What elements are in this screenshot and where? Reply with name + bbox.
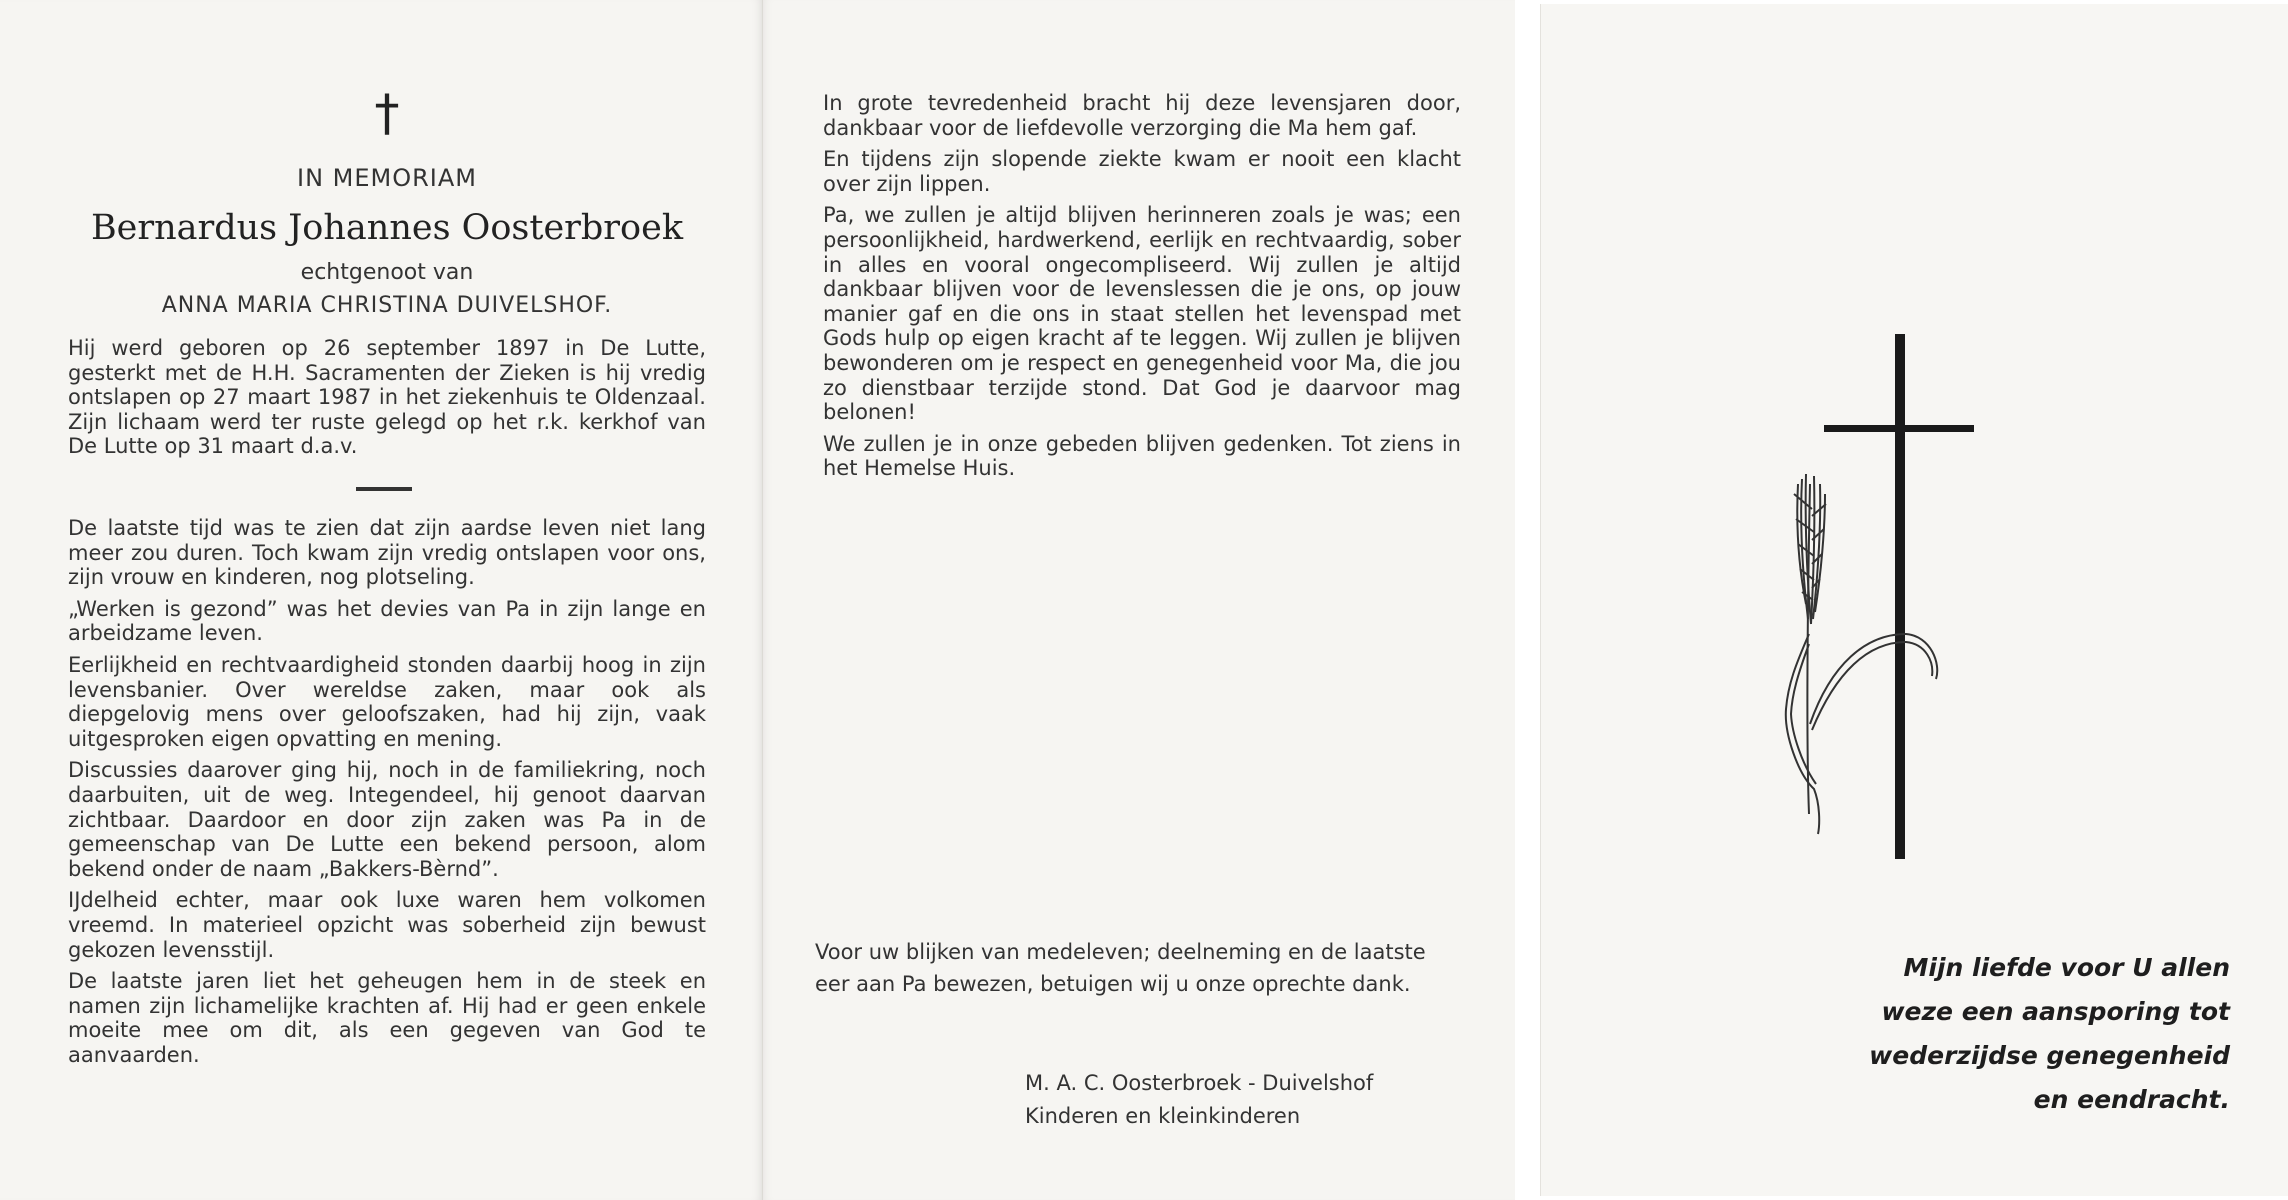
body-paragraph: „Werken is gezond” was het devies van Pa in zijn lange en arbeidzame leven.	[68, 596, 706, 646]
body-paragraph: De laatste jaren liet het geheugen hem in de steek en namen zijn lichamelijke krachten af. Hij had er geen enkele moeite mee om dit, als een gegeven van God te aanvaarden.	[68, 969, 706, 1067]
cross-wheat-illustration	[1736, 334, 1976, 864]
body-paragraph: Discussies daarover ging hij, noch in de familiekring, noch daarbuiten, uit de weg. Integendeel, hij genoot daarvan zichtbaar. Daardoor en door zijn zaken was Pa in de gemeenschap van De Lutte een bekend persoon, alom bekend onder de naam „Bakkers-Bèrnd”.	[68, 758, 706, 881]
motto-line-1: Mijn liefde voor U allen	[1903, 953, 2230, 982]
wheat-icon	[1786, 474, 1937, 834]
intro-text	[68, 336, 706, 466]
body-paragraph: Pa, we zullen je altijd blijven herinneren zoals je was; een persoonlijkheid, hardwerkend, eerlijk en rechtvaardig, sober in alles en vooral ongecompliseerd. Wij zullen je altijd dankbaar blijven voor de levenslessen die je ons, op jouw manier gaf en die ons in staat stellen het levenspad met Gods hulp op eigen kracht af te leggen. Wij zullen je blijven bewonderen om je respect en genegenheid voor Ma, die jou zo dienstbaar terzijde stond. Dat God je daarvoor mag belonen!	[823, 203, 1461, 425]
middle-body	[823, 91, 1461, 488]
cross-icon	[1895, 334, 1905, 859]
left-body	[68, 516, 706, 1074]
signature	[1025, 1067, 1373, 1133]
left-page	[0, 0, 763, 1200]
body-paragraph: In grote tevredenheid bracht hij deze levensjaren door, dankbaar voor de liefdevolle verzorging die Ma hem gaf.	[823, 91, 1461, 140]
body-paragraph: We zullen je in onze gebeden blijven gedenken. Tot ziens in het Hemelse Huis.	[823, 431, 1461, 481]
body-paragraph: IJdelheid echter, maar ook luxe waren hem volkomen vreemd. In materieel opzicht was soberheid zijn bewust gekozen levensstijl.	[68, 888, 706, 962]
spouse-name: ANNA MARIA CHRISTINA DUIVELSHOF.	[161, 293, 613, 318]
memoriam-heading: IN MEMORIAM	[296, 164, 477, 192]
body-paragraph: De laatste tijd was te zien dat zijn aardse leven niet lang meer zou duren. Toch kwam zijn vredig ontslapen voor ons, zijn vrouw en kinderen, nog plotseling.	[68, 516, 706, 590]
deceased-name: Bernardus Johannes Oosterbroek	[90, 208, 684, 248]
cross-beam	[1824, 425, 1974, 432]
motto	[1840, 946, 2230, 1122]
signature-line-2: Kinderen en kleinkinderen	[1025, 1104, 1301, 1128]
middle-page	[763, 0, 1515, 1200]
thanks-text: Voor uw blijken van medeleven; deelneming en de laatste eer aan Pa bewezen, betuigen wij u onze oprechte dank.	[815, 940, 1426, 996]
divider	[356, 487, 412, 491]
motto-line-4: en eendracht.	[2033, 1085, 2230, 1114]
spouse-label: echtgenoot van	[300, 260, 474, 285]
intro-paragraph: Hij werd geboren op 26 september 1897 in De Lutte, gesterkt met de H.H. Sacramenten der Zieken is hij vredig ontslapen op 27 maart 1987 in het ziekenhuis te Oldenzaal. Zijn lichaam werd ter ruste gelegd op het r.k. kerkhof van De Lutte op 31 maart d.a.v.	[68, 336, 706, 459]
motto-line-2: weze een aansporing tot	[1881, 997, 2230, 1026]
body-paragraph: Eerlijkheid en rechtvaardigheid stonden daarbij hoog in zijn levensbanier. Over wereldse zaken, maar ook als diepgelovig mens over geloofszaken, had hij zijn, vaak uitgesproken eigen opvatting en mening.	[68, 652, 706, 751]
motto-line-3: wederzijdse genegenheid	[1869, 1041, 2230, 1070]
cross-icon: †	[374, 84, 400, 142]
signature-line-1: M. A. C. Oosterbroek - Duivelshof	[1025, 1071, 1374, 1095]
body-paragraph: En tijdens zijn slopende ziekte kwam er nooit een klacht over zijn lippen.	[823, 147, 1461, 196]
